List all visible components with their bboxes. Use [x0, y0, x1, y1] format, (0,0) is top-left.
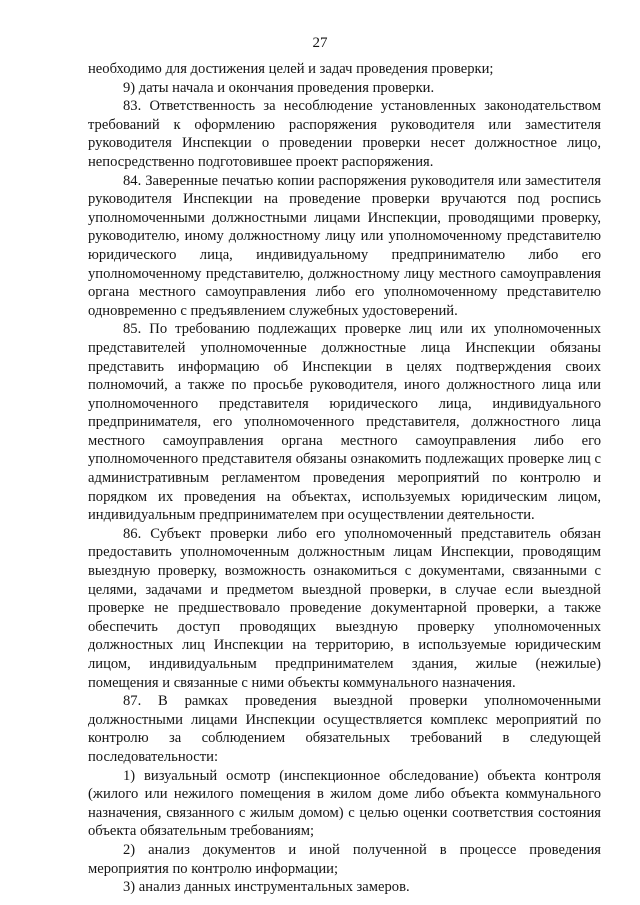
paragraph-84: 84. Заверенные печатью копии распоряжения руководителя или заместителя руководителя Инспекции на проведение проверки вручаются под роспись уполномоченными должностными лицами Инспекции, проводящими проверку, руководителю, иному должностному лицу или уполномоченному представителю юридического лица, индивидуальному предпринимателю либо его уполномоченному представителю, должностному лицу местного самоуправления органа местного самоуправления либо его уполномоченному представителю одновременно с предъявлением служебных удостоверений. [88, 172, 601, 319]
paragraph-continuation: необходимо для достижения целей и задач проведения проверки; [88, 61, 494, 77]
paragraph-83: 83. Ответственность за несоблюдение установленных законодательством требований к оформлению распоряжения руководителя или заместителя руководителя Инспекции о проведении проверки несет должностное лицо, непосредственно подготовившее проект распоряжения. [88, 98, 601, 170]
paragraph-87: 87. В рамках проведения выездной проверки уполномоченными должностными лицами Инспекции осуществляется комплекс мероприятий по контролю за соблюдением обязательных требований в следующей последовательности: [88, 693, 601, 765]
paragraph-item-9: 9) даты начала и окончания проведения проверки. [123, 79, 435, 96]
page-number: 27 [312, 35, 328, 51]
list-item-3: 3) анализ данных инструментальных замеров. [123, 879, 410, 896]
list-item-2: 2) анализ документов и иной полученной в процессе проведения мероприятия по контролю информации; [88, 841, 601, 877]
paragraph-85: 85. По требованию подлежащих проверке лиц или их уполномоченных представителей уполномоченные должностные лица Инспекции обязаны представить информацию об Инспекции в целях подтверждения своих полномочий, а также по просьбе руководителя, иного должностного лица или уполномоченного представителя юридического лица, индивидуального предпринимателя, его уполномоченного представителя, должностного лица местного самоуправления органа местного самоуправления либо его уполномоченного представителя обязаны ознакомить подлежащих проверке лиц с административным регламентом проведения мероприятий по контролю и порядком их проведения на объектах, используемых юридическим лицом, индивидуальным предпринимателем при осуществлении деятельности. [88, 321, 601, 524]
paragraph-86: 86. Субъект проверки либо его уполномоченный представитель обязан предоставить уполномоченным должностным лицам Инспекции, проводящим выездную проверку, возможность ознакомиться с документами, связанными с целями, задачами и предметом выездной проверки, в случае если выездной проверке не предшествовало проведение документарной проверки, а также обеспечить доступ проводящих выездную проверку уполномоченных должностных лиц Инспекции на территорию, в используемые юридическим лицом, индивидуальным предпринимателем здания, жилые (нежилые) помещения и связанные с ними объекты коммунального назначения. [88, 525, 601, 691]
document-body [88, 60, 601, 897]
list-item-1: 1) визуальный осмотр (инспекционное обследование) объекта контроля (жилого или нежилого помещения в жилом доме либо объекта коммунального назначения, связанного с жилым домом) с целью оценки соответствия состояния объекта обязательным требованиям; [88, 767, 601, 840]
